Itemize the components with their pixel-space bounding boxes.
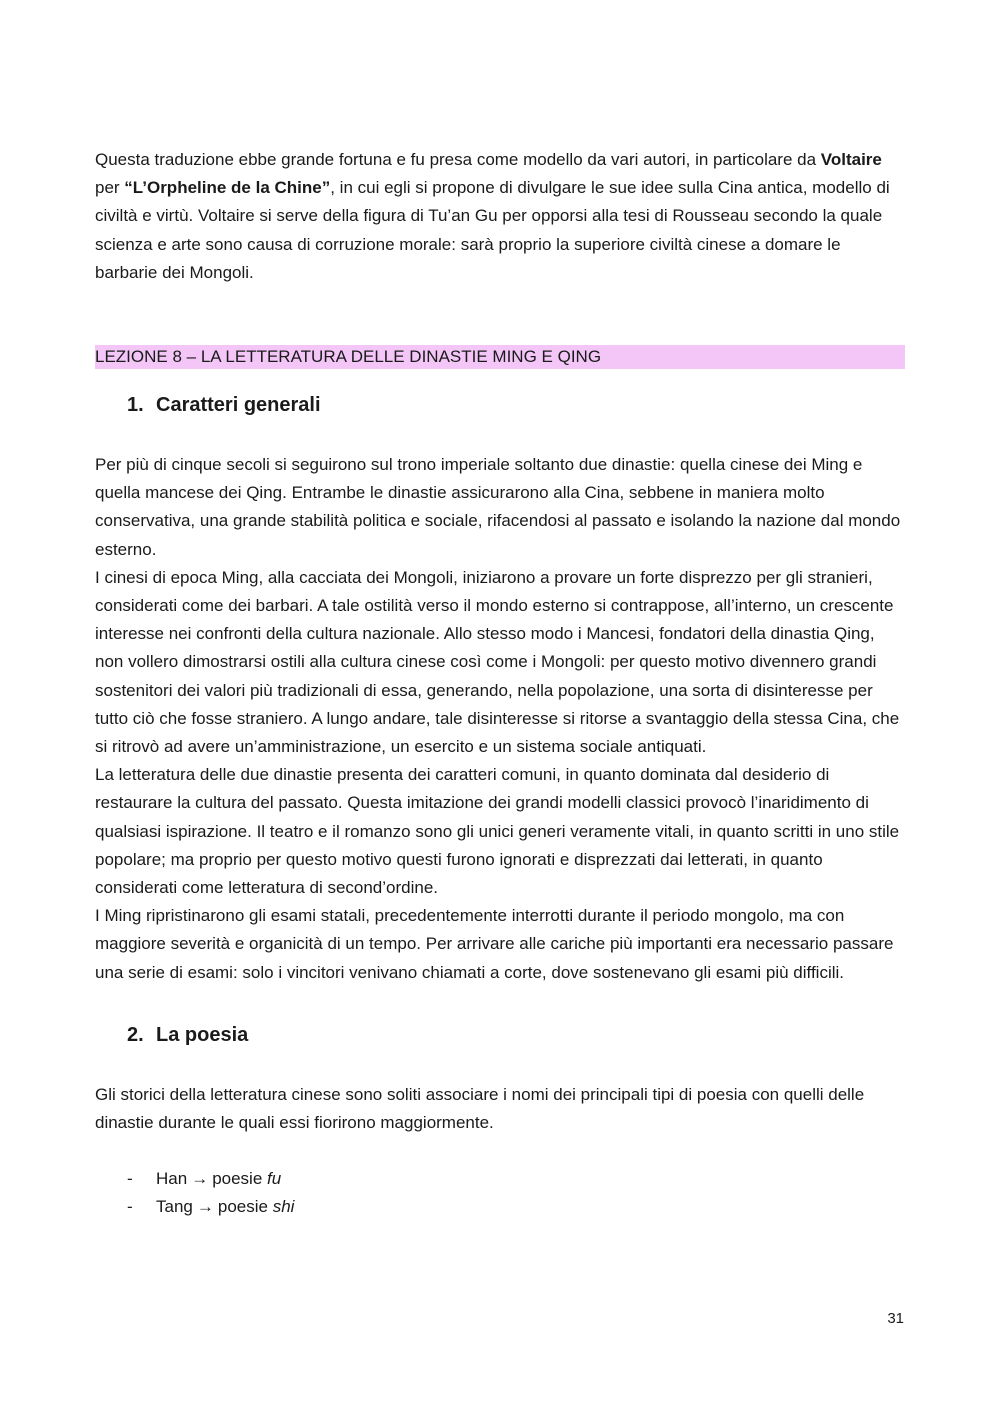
poetry-type: fu xyxy=(267,1169,282,1189)
intro-text-1: Questa traduzione ebbe grande fortuna e fu presa come modello da vari autori, in particolare da xyxy=(95,150,821,169)
arrow-right-icon: → xyxy=(191,1169,209,1189)
intro-text-2: per xyxy=(95,178,125,198)
body-paragraph: I cinesi di epoca Ming, alla cacciata dei Mongoli, iniziarono a provare un forte disprezzo per gli stranieri, considerati come dei barbari. A tale ostilità verso il mondo esterno si contrappose, all’interno, un crescente interesse nei confronti della cultura nazionale. Allo stesso modo i Mancesi, fondatori della dinastia Qing, non vollero dimostrarsi ostili alla cultura cinese così come i Mongoli: per questo motivo divennero grandi sostenitori dei valori più tradizionali di essa, generando, nella popolazione, una sorta di disinteresse per tutto ciò che fosse straniero. A lungo andare, tale disinteresse si ritorse a svantaggio della stessa Cina, che si ritrovò ad avere un’amministrazione, un esercito e un sistema sociale antiquati. xyxy=(95,567,900,757)
section-title: La poesia xyxy=(156,1023,249,1046)
dash-bullet: - xyxy=(127,1169,133,1189)
dash-bullet: - xyxy=(127,1197,133,1217)
section-1-body xyxy=(95,451,905,987)
document-page xyxy=(95,146,905,1222)
body-paragraph: Per più di cinque secoli si seguirono sul trono imperiale soltanto due dinastie: quella cinese dei Ming e quella mancese dei Qing. Entrambe le dinastie assicurarono alla Cina, sebbene in maniera molto conservativa, una grande stabilità politica e sociale, rifacendosi al passato e isolando la nazione dal mondo esterno. xyxy=(95,455,901,559)
section-heading-1 xyxy=(127,390,905,420)
voltaire-name: Voltaire xyxy=(820,150,882,169)
poetry-intro-paragraph: Gli storici della letteratura cinese sono soliti associare i nomi dei principali tipi di poesia con quelli delle dinastie durante le quali essi fiorirono maggiormente. xyxy=(95,1084,865,1133)
section-heading-2 xyxy=(127,1020,905,1050)
intro-paragraph xyxy=(95,146,905,287)
work-title: “L’Orpheline de la Chine” xyxy=(124,178,331,198)
section-number: 2. xyxy=(127,1023,144,1046)
section-title: Caratteri generali xyxy=(156,394,321,417)
list-item xyxy=(95,1165,905,1193)
page-number: 31 xyxy=(887,1310,904,1327)
poetry-label: poesie xyxy=(212,1169,263,1189)
poetry-type: shi xyxy=(272,1197,295,1217)
arrow-right-icon: → xyxy=(196,1197,214,1217)
section-number: 1. xyxy=(127,394,144,417)
dynasty-name: Tang xyxy=(156,1197,193,1217)
dynasty-name: Han xyxy=(156,1169,188,1189)
poetry-label: poesie xyxy=(217,1197,268,1217)
body-paragraph: La letteratura delle due dinastie presenta dei caratteri comuni, in quanto dominata dal desiderio di restaurare la cultura del passato. Questa imitazione dei grandi modelli classici provocò l’inaridimento di qualsiasi ispirazione. Il teatro e il romanzo sono gli unici generi veramente vitali, in quanto scritti in uno stile popolare; ma proprio per questo motivo questi furono ignorati e disprezzati dai letterati, in quanto considerati come letteratura di second’ordine. xyxy=(95,765,900,898)
list-item xyxy=(95,1193,905,1221)
lesson-heading: LEZIONE 8 – LA LETTERATURA DELLE DINASTIE MING E QING xyxy=(95,345,905,369)
body-paragraph: I Ming ripristinarono gli esami statali, precedentemente interrotti durante il periodo mongolo, ma con maggiore severità e organicità di un tempo. Per arrivare alle cariche più importanti era necessario passare una serie di esami: solo i vincitori venivano chiamati a corte, dove sostenevano gli esami più difficili. xyxy=(95,906,894,982)
poetry-list xyxy=(95,1165,905,1221)
intro-text-3: , in cui egli si propone di divulgare le sue idee sulla Cina antica, modello di civiltà e virtù. Voltaire si serve della figura di Tu’an Gu per opporsi alla tesi di Rousseau secondo la quale scienza e arte sono causa di corruzione morale: sarà proprio la superiore civiltà cinese a domare le barbarie dei Mongoli. xyxy=(95,178,890,282)
